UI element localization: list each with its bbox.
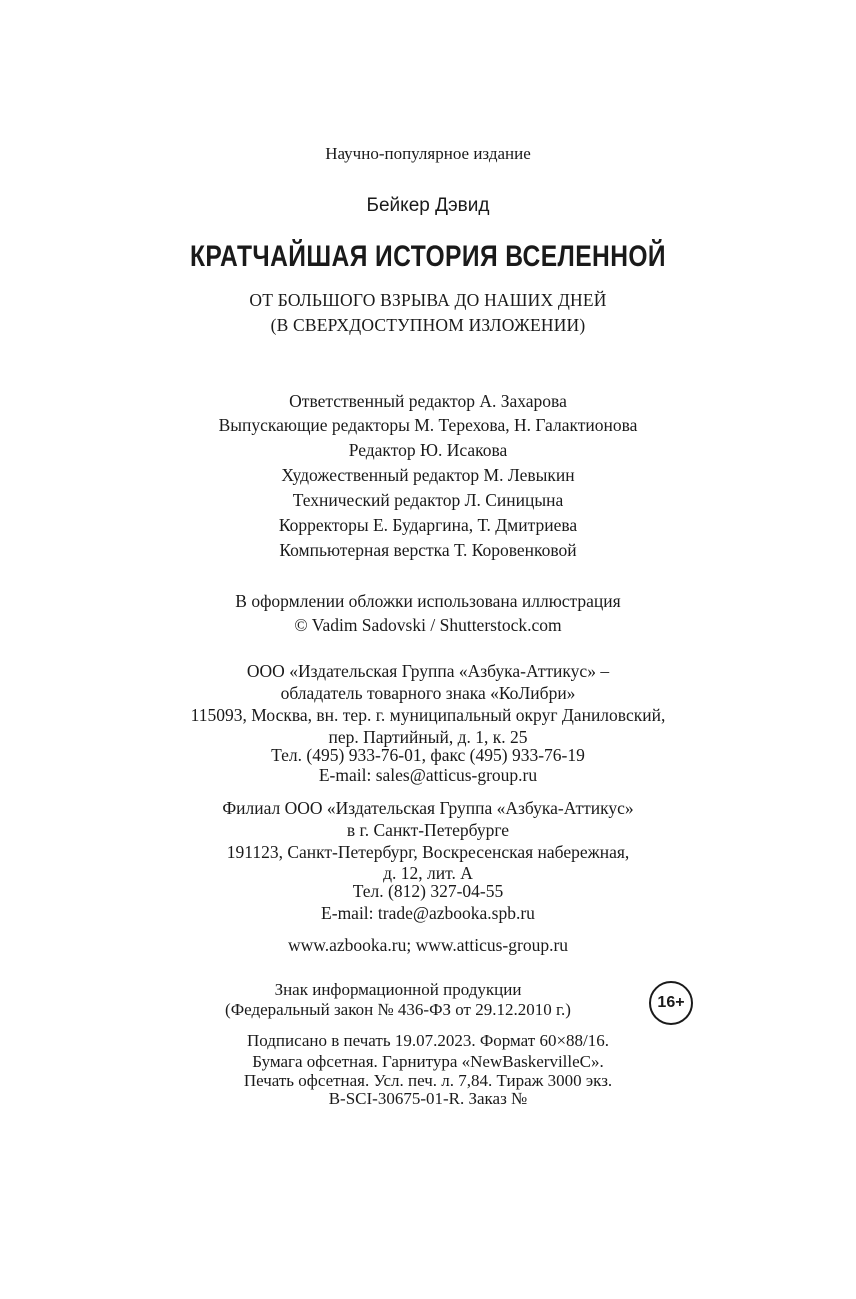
branch-line: в г. Санкт-Петербурге xyxy=(346,820,510,840)
author-name: Бейкер Дэвид xyxy=(366,195,490,216)
credit-line: Корректоры Е. Бударгина, Т. Дмитриева xyxy=(278,515,578,535)
branch-line: Филиал ООО «Издательская Группа «Азбука-Аттикус» xyxy=(222,798,634,818)
print-info-line: Бумага офсетная. Гарнитура «NewBaskervilleC». xyxy=(252,1052,604,1071)
publisher-line: 115093, Москва, вн. тер. г. муниципальный округ Даниловский, xyxy=(190,705,666,725)
publisher-line: ООО «Издательская Группа «Азбука-Аттикус» – xyxy=(246,661,610,681)
book-title: КРАТЧАЙШАЯ ИСТОРИЯ ВСЕЛЕННОЙ xyxy=(189,240,667,273)
publisher-line: обладатель товарного знака «КоЛибри» xyxy=(280,683,576,703)
branch-line: E-mail: trade@azbooka.spb.ru xyxy=(321,903,535,923)
info-sign-line: (Федеральный закон № 436-ФЗ от 29.12.2010 г.) xyxy=(225,1000,571,1019)
age-rating-badge: 16+ xyxy=(649,981,693,1025)
publisher-line: E-mail: sales@atticus-group.ru xyxy=(318,765,538,785)
websites: www.azbooka.ru; www.atticus-group.ru xyxy=(287,935,569,955)
print-info-line: Подписано в печать 19.07.2023. Формат 60×88/16. xyxy=(246,1031,610,1050)
credit-line: Редактор Ю. Исакова xyxy=(348,440,508,460)
print-info-line: Печать офсетная. Усл. печ. л. 7,84. Тираж 3000 экз. xyxy=(243,1071,613,1090)
cover-credit-line: © Vadim Sadovski / Shutterstock.com xyxy=(294,615,562,635)
print-info-line: B-SCI-30675-01-R. Заказ № xyxy=(328,1089,528,1108)
publisher-line: Тел. (495) 933-76-01, факс (495) 933-76-19 xyxy=(271,745,585,765)
branch-line: Тел. (812) 327-04-55 xyxy=(352,881,504,901)
credit-line: Выпускающие редакторы М. Терехова, Н. Галактионова xyxy=(218,415,638,435)
cover-credit-line: В оформлении обложки использована иллюстрация xyxy=(235,591,621,611)
subtitle-line-2: (В СВЕРХДОСТУПНОМ ИЗЛОЖЕНИИ) xyxy=(270,315,586,335)
publisher-line: пер. Партийный, д. 1, к. 25 xyxy=(328,727,528,747)
credit-line: Ответственный редактор А. Захарова xyxy=(289,391,567,411)
info-sign-line: Знак информационной продукции xyxy=(274,980,522,999)
subtitle-line-1: ОТ БОЛЬШОГО ВЗРЫВА ДО НАШИХ ДНЕЙ xyxy=(249,290,607,310)
credit-line: Технический редактор Л. Синицына xyxy=(292,490,564,510)
genre-label: Научно-популярное издание xyxy=(325,144,531,163)
credit-line: Художественный редактор М. Левыкин xyxy=(281,465,575,485)
credit-line: Компьютерная верстка Т. Коровенковой xyxy=(279,540,577,560)
branch-line: 191123, Санкт-Петербург, Воскресенская набережная, xyxy=(226,842,630,862)
branch-line: д. 12, лит. А xyxy=(383,863,473,883)
